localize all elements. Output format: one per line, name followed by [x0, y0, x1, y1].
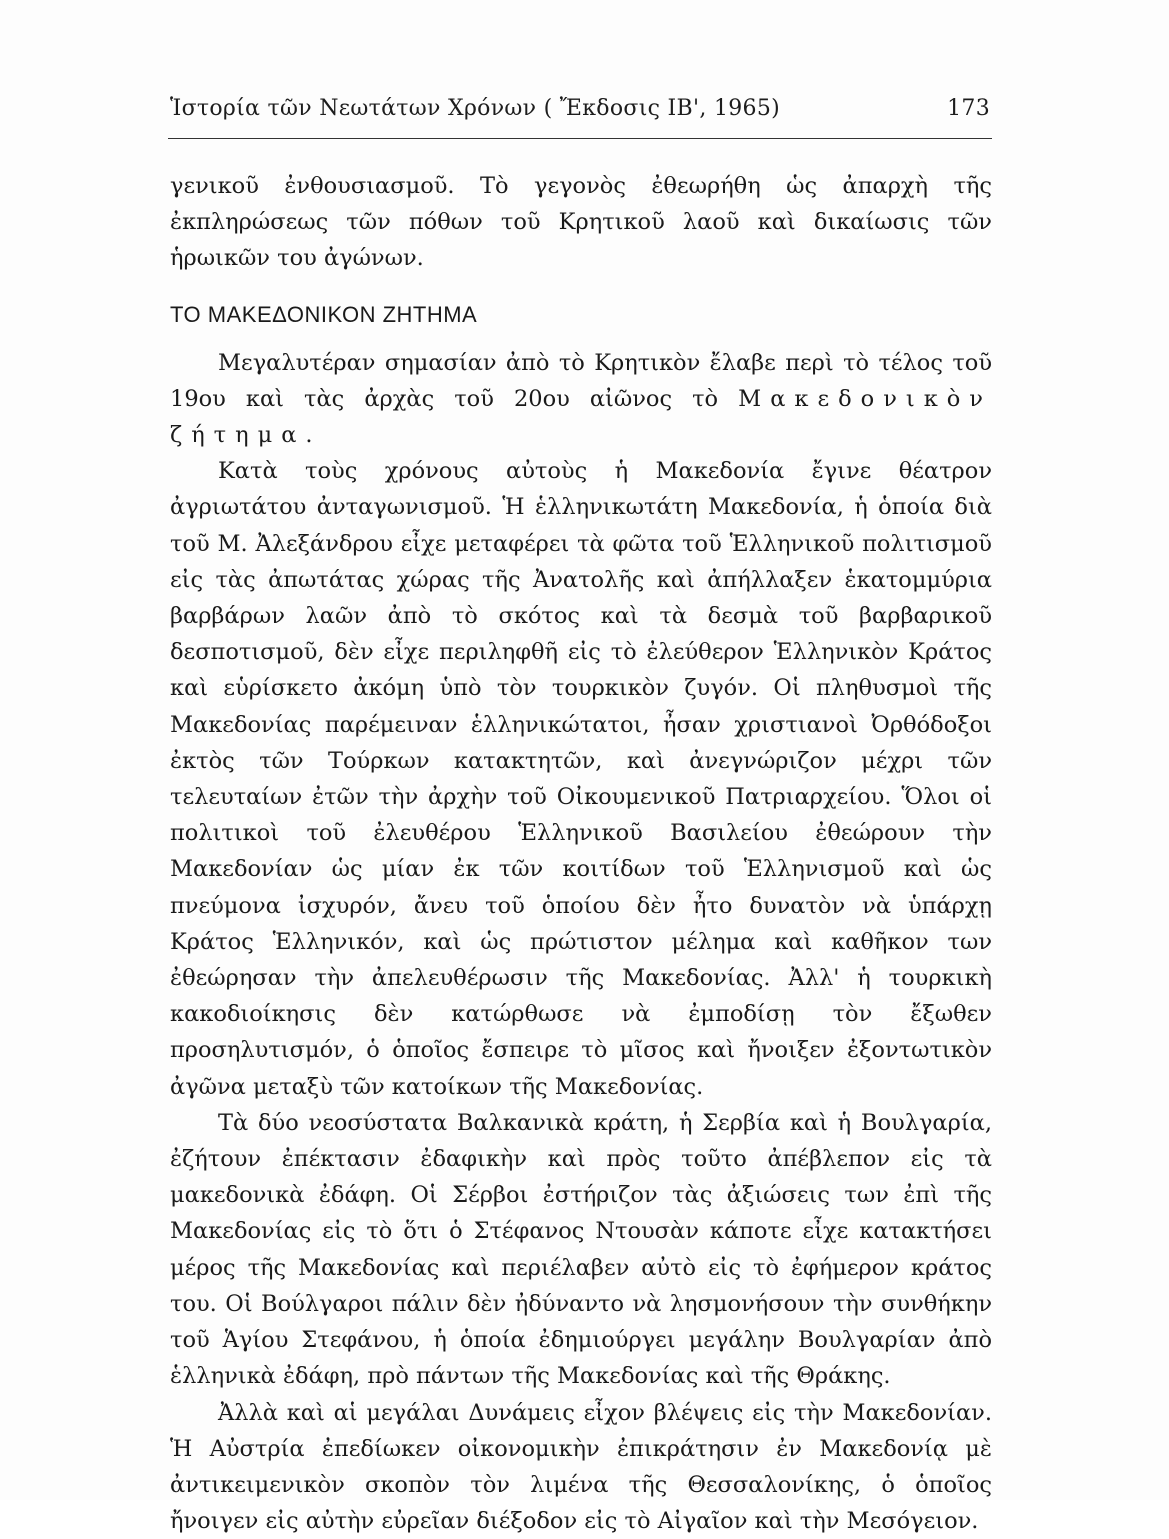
spaced-emphasis: Μακεδονικὸν ζήτημα.	[170, 386, 992, 448]
paragraph-crete-conclusion: γενικοῦ ἐνθουσιασμοῦ. Τὸ γεγονὸς ἐθεωρήθη ὡς ἀπαρχὴ τῆς ἐκπληρώσεως τῶν πόθων τοῦ Κρητικοῦ λαοῦ καὶ δικαίωσις τῶν ἡρωικῶν του ἀγώνων.	[170, 168, 992, 277]
paragraph-balkan-states: Τὰ δύο νεοσύστατα Βαλκανικὰ κράτη, ἡ Σερβία καὶ ἡ Βουλγαρία, ἐζήτουν ἐπέκτασιν ἐδαφικὴν καὶ πρὸς τοῦτο ἀπέβλεπον εἰς τὰ μακεδονικὰ ἐδάφη. Οἱ Σέρβοι ἐστήριζον τὰς ἀξιώσεις των ἐπὶ τῆς Μακεδονίας εἰς τὸ ὅτι ὁ Στέφανος Ντουσὰν κάποτε εἶχε κατακτήσει μέρος τῆς Μακεδονίας καὶ περιέλαβεν αὐτὸ εἰς τὸ ἐφήμερον κράτος του. Οἱ Βούλγαροι πάλιν δὲν ἠδύναντο νὰ λησμονήσουν τὴν συνθήκην τοῦ Ἁγίου Στεφάνου, ἡ ὁποία ἐδημιούργει μεγάλην Βουλγαρίαν ἀπὸ ἑλληνικὰ ἐδάφη, πρὸ πάντων τῆς Μακεδονίας καὶ τῆς Θράκης.	[170, 1105, 992, 1395]
section-heading: ΤΟ ΜΑΚΕΔΟΝΙΚΟΝ ΖΗΤΗΜΑ	[170, 297, 992, 333]
running-head	[170, 96, 990, 132]
paragraph-macedonia-rivalry: Κατὰ τοὺς χρόνους αὐτοὺς ἡ Μακεδονία ἔγινε θέατρον ἀγριωτάτου ἀνταγωνισμοῦ. Ἡ ἑλληνικωτάτη Μακεδονία, ἡ ὁποία διὰ τοῦ Μ. Ἀλεξάνδρου εἶχε μεταφέρει τὰ φῶτα τοῦ Ἑλληνικοῦ πολιτισμοῦ εἰς τὰς ἀπωτάτας χώρας τῆς Ἀνατολῆς καὶ ἀπήλλαξεν ἑκατομμύρια βαρβάρων λαῶν ἀπὸ τὸ σκότος καὶ τὰ δεσμὰ τοῦ βαρβαρικοῦ δεσποτισμοῦ, δὲν εἶχε περιληφθῆ εἰς τὸ ἐλεύθερον Ἑλληνικὸν Κράτος καὶ εὑρίσκετο ἀκόμη ὑπὸ τὸν τουρκικὸν ζυγόν. Οἱ πληθυσμοὶ τῆς Μακεδονίας παρέμειναν ἑλληνικώτατοι, ἦσαν χριστιανοὶ Ὀρθόδοξοι ἐκτὸς τῶν Τούρκων κατακτητῶν, καὶ ἀνεγνώριζον μέχρι τῶν τελευταίων ἐτῶν τὴν ἀρχὴν τοῦ Οἰκουμενικοῦ Πατριαρχείου. Ὅλοι οἱ πολιτικοὶ τοῦ ἐλευθέρου Ἑλληνικοῦ Βασιλείου ἐθεώρουν τὴν Μακεδονίαν ὡς μίαν ἐκ τῶν κοιτίδων τοῦ Ἑλληνισμοῦ καὶ ὡς πνεύμονα ἰσχυρόν, ἄνευ τοῦ ὁποίου δὲν ἦτο δυνατὸν νὰ ὑπάρχῃ Κράτος Ἑλληνικόν, καὶ ὡς πρώτιστον μέλημα καὶ καθῆκον των ἐθεώρησαν τὴν ἀπελευθέρωσιν τῆς Μακεδονίας. Ἀλλ' ἡ τουρκικὴ κακοδιοίκησις δὲν κατώρθωσε νὰ ἐμποδίσῃ τὸν ἔξωθεν προσηλυτισμόν, ὁ ὁποῖος ἔσπειρε τὸ μῖσος καὶ ἤνοιξεν ἐξοντωτικὸν ἀγῶνα μεταξὺ τῶν κατοίκων τῆς Μακεδονίας.	[170, 453, 992, 1105]
running-title: Ἱστορία τῶν Νεωτάτων Χρόνων ( Ἔκδοσις ΙΒ', 1965)	[170, 96, 780, 121]
intro-text: Μεγαλυτέραν σημασίαν ἀπὸ τὸ Κρητικὸν ἔλαβε περὶ τὸ τέλος τοῦ 19ου καὶ τὰς ἀρχὰς τοῦ 20ου αἰῶνος τὸ	[170, 350, 992, 412]
body-text	[170, 168, 992, 1539]
page-number: 173	[947, 96, 990, 121]
header-rule	[168, 138, 992, 139]
paragraph-great-powers: Ἀλλὰ καὶ αἱ μεγάλαι Δυνάμεις εἶχον βλέψεις εἰς τὴν Μακεδονίαν. Ἡ Αὐστρία ἐπεδίωκεν οἰκονομικὴν ἐπικράτησιν ἐν Μακεδονίᾳ μὲ ἀντικειμενικὸν σκοπὸν τὸν λιμένα τῆς Θεσσαλονίκης, ὁ ὁποῖος ἤνοιγεν εἰς αὐτὴν εὐρεῖαν διέξοδον εἰς τὸ Αἰγαῖον καὶ τὴν Μεσόγειον.	[170, 1395, 992, 1539]
paragraph-macedonian-question-intro	[170, 345, 992, 454]
